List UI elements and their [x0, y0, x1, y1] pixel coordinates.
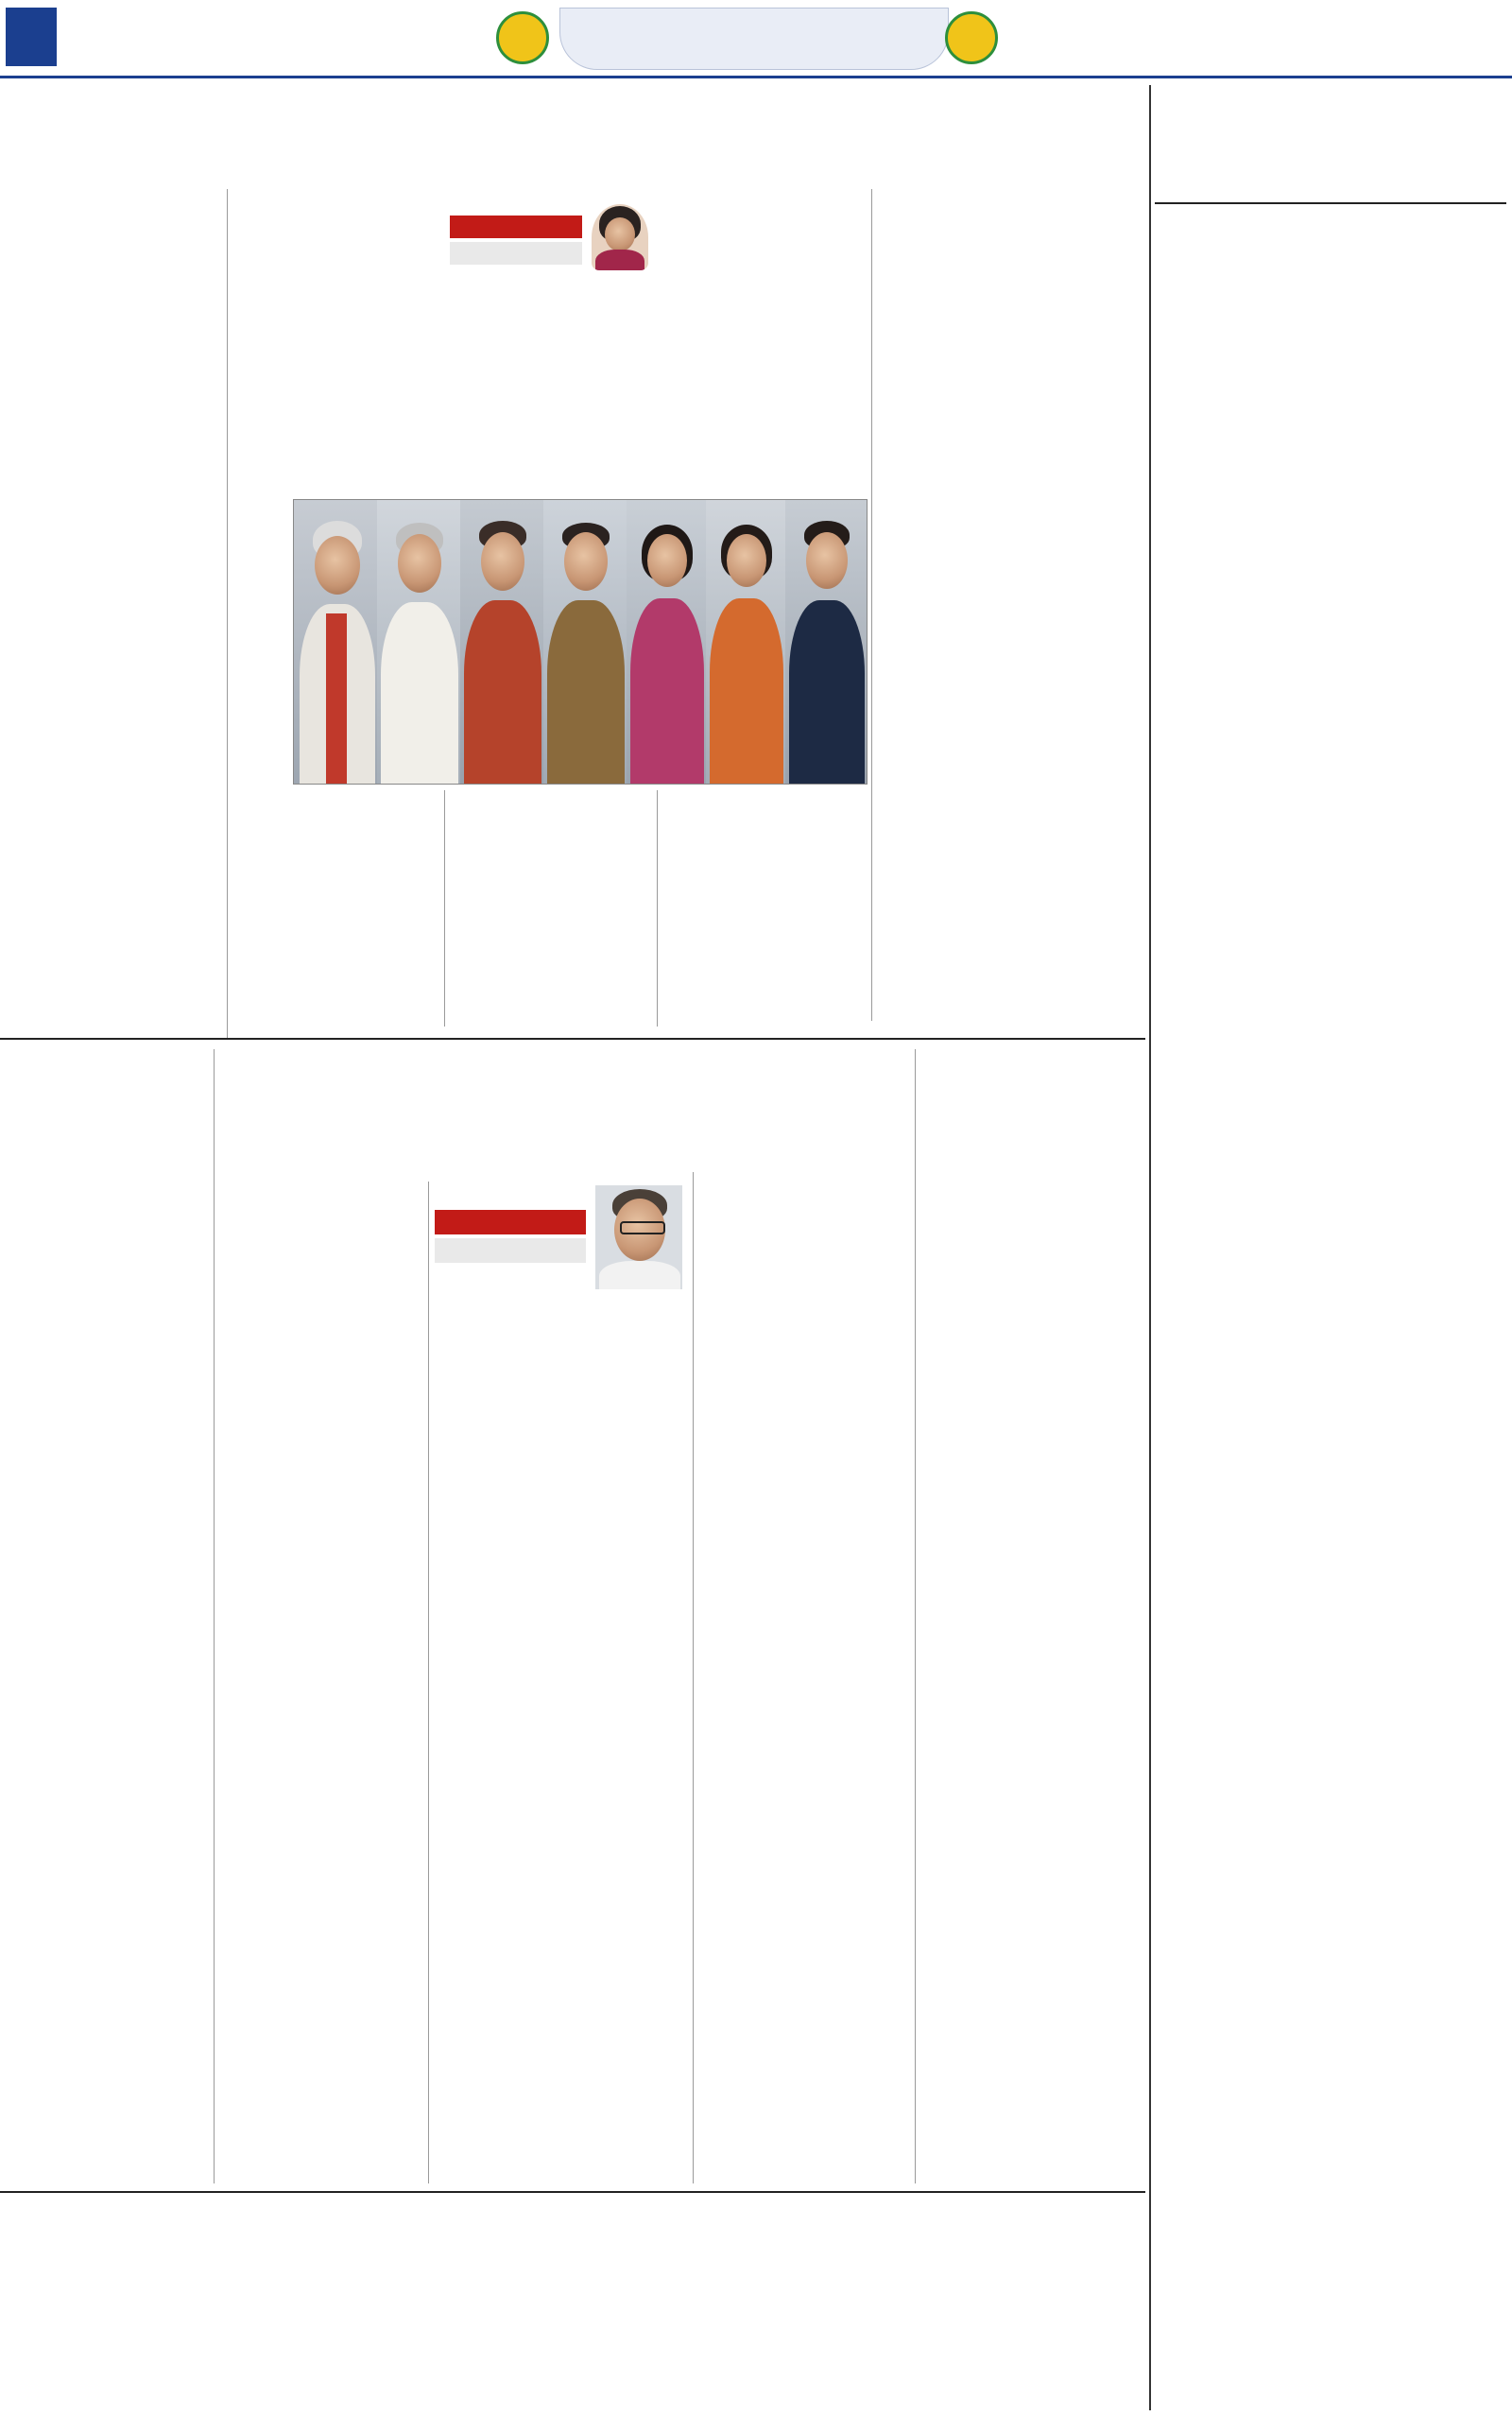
emblem-right [945, 11, 998, 64]
column-divider [693, 1172, 694, 2183]
dateline-box [559, 8, 949, 70]
article2-author-name [435, 1238, 586, 1263]
sidebar-divider [1149, 85, 1151, 2410]
sidebar-logo-rule [1155, 202, 1506, 204]
article1-author-box [450, 198, 656, 284]
column-divider [428, 1182, 429, 2183]
article2-author-box [435, 1182, 688, 1304]
column-divider [657, 790, 658, 1027]
article2-column-4 [219, 1182, 422, 2183]
article1-bottom-rule [0, 1038, 1145, 1040]
column-divider [871, 189, 872, 1021]
article1-column-2 [662, 274, 865, 492]
column-divider [444, 790, 445, 1027]
article1-column-6 [450, 790, 653, 1027]
masthead [0, 0, 1512, 76]
article1-author-photo [592, 204, 648, 270]
column-divider [915, 1049, 916, 2183]
sidebar-column [1155, 85, 1506, 2410]
article1-column-5 [662, 790, 865, 1027]
article2-column-5 [8, 1049, 208, 2183]
article2-column-3 [435, 1314, 688, 2183]
sidebar-body [1160, 274, 1501, 2399]
article1-column-1 [879, 189, 1143, 1021]
article1-column-3 [450, 293, 653, 492]
column-divider [227, 189, 228, 1040]
sidebar-logo [1166, 108, 1497, 193]
emblem-left [496, 11, 549, 64]
article2-author-photo [595, 1185, 682, 1289]
article1-column-4 [8, 189, 220, 1021]
column-divider [214, 1049, 215, 2183]
article2-column-1 [921, 1049, 1141, 2183]
masthead-rule [0, 76, 1512, 78]
letters-top-rule [0, 2191, 1145, 2193]
page-number [6, 8, 57, 66]
article1-column-label [450, 216, 582, 238]
article1-column-7 [234, 790, 442, 1027]
delegation-photo [293, 499, 868, 785]
article2-column-2 [699, 1172, 909, 2183]
article1-author-name [450, 242, 582, 265]
article2-column-label [435, 1210, 586, 1234]
